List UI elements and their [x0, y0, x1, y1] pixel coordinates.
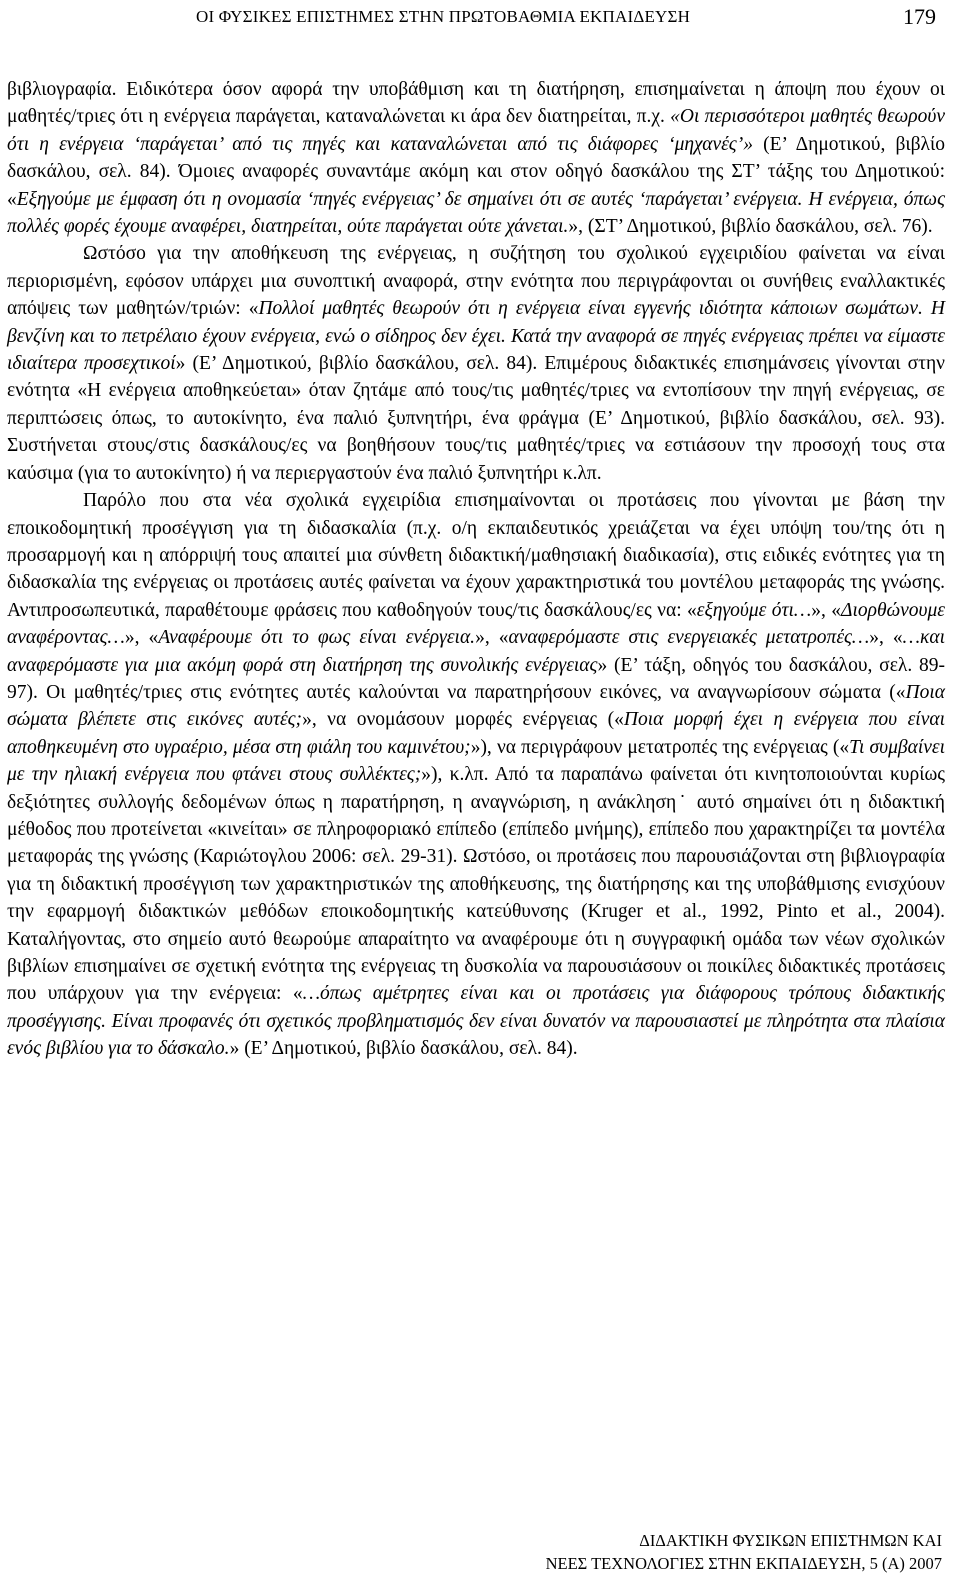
paragraph-text: » (Ε’ τάξη, οδηγός του δασκάλου, σελ. 89-97). Οι μαθητές/τριες στις ενότητες αυτές καλούνται να παρατηρήσουν εικόνες, να αναγνωρίσουν σώματα («	[7, 654, 945, 703]
body-paragraph	[7, 76, 945, 240]
quoted-text: Τι συμβαίνει με την ηλιακή ενέργεια που φτάνει στους συλλέκτες;	[7, 736, 945, 786]
paragraph-text: » (Ε’ Δημοτικού, βιβλίο δασκάλου, σελ. 84).	[229, 1038, 578, 1060]
quoted-text: Ποια μορφή έχει η ενέργεια που είναι αποθηκευμένη στο υγραέριο, μέσα στη φιάλη του καμινέτου;	[7, 709, 946, 758]
quoted-text: Διορθώνουμε αναφέροντας…	[7, 599, 945, 649]
quoted-text: εξηγούμε ότι…	[696, 599, 812, 621]
paragraph-text: », «	[475, 627, 509, 649]
paragraph-text: », (ΣΤ’ Δημοτικού, βιβλίο δασκάλου, σελ. 76).	[568, 216, 933, 238]
paragraph-text: » (Ε’ Δημοτικού, βιβλίο δασκάλου, σελ. 84). Επιμέρους διδακτικές επισημάνσεις γίνονται στην ενότητα «Η ενέργεια αποθηκεύεται» όταν ζητάμε από τους/τις μαθητές/τριες να εντοπίσουν την πηγή ενέργειας, σε περιπτώσεις όπως, το αυτοκίνητο, ένα παλιό ξυπνητήρι, ένα φράγμα (Ε’ Δημοτικού, βιβλίο δασκάλου, σελ. 93). Συστήνεται στους/στις δασκάλους/ες να βοηθήσουν τους/τις μαθητές/τριες να εστιάσουν την προσοχή τους στα καύσιμα (για το αυτοκίνητο) ή να περιεργαστούν ένα παλιό ξυπνητήρι κ.λπ.	[7, 353, 945, 484]
quoted-text: Εξηγούμε με έμφαση ότι η ονομασία ‘πηγές ενέργειας’ δε σημαίνει ότι σε αυτές ‘παράγεται’ ενέργεια. Η ενέργεια, όπως πολλές φορές έχουμε αναφέρει, διατηρείται, ούτε παράγεται ούτε χάνεται.	[7, 188, 945, 238]
body-paragraph	[7, 240, 945, 487]
paragraph-text: Ωστόσο για την αποθήκευση της ενέργειας, η συζήτηση του σχολικού εγχειριδίου φαίνεται να είναι περιορισμένη, εφόσον υπάρχει μια συνοπτική αναφορά, στην ενότητα που περιγράφονται οι συνήθεις εναλλακτικές απόψεις των μαθητών/τριών: «	[7, 243, 945, 320]
paragraph-text: », «	[811, 599, 841, 621]
paragraph-text: Παρόλο που στα νέα σχολικά εγχειρίδια επισημαίνονται οι προτάσεις που γίνονται με βάση την εποικοδομητική προσέγγιση για τη διδασκαλία (π.χ. ο/η εκπαιδευτικός χρειάζεται να έχει υπόψη του/της ότι η προσαρμογή και η απόρριψή τους απαιτεί μια σύνθετη διδακτική/μαθησιακή διαδικασία), στις ειδικές ενότητες για τη διδασκαλία της ενέργειας οι προτάσεις αυτές φαίνεται να έχουν χαρακτηριστικά του μοντέλου μεταφοράς της γνώσης. Αντιπροσωπευτικά, παραθέτουμε φράσεις που καθοδηγούν τους/τις δασκάλους/ες να: «	[7, 490, 945, 621]
paragraph-text: βιβλιογραφία. Ειδικότερα όσον αφορά την υποβάθμιση και τη διατήρηση, επισημαίνεται η άποψη που έχουν οι μαθητές/τριες ότι η ενέργεια παράγεται, καταναλώνεται κι άρα δεν διατηρείται, π.χ.	[7, 79, 945, 128]
body-paragraph	[7, 487, 945, 1063]
running-title: ΟΙ ΦΥΣΙΚΕΣ ΕΠΙΣΤΗΜΕΣ ΣΤΗΝ ΠΡΩΤΟΒΑΘΜΙΑ ΕΚΠΑΙΔΕΥΣΗ	[196, 7, 691, 26]
article-body	[7, 76, 945, 1063]
page-footer	[546, 1529, 942, 1575]
quoted-text: …και αναφερόμαστε για μια ακόμη φορά στη διατήρηση της συνολικής ενέργειας	[7, 627, 946, 676]
quoted-text: …όπως αμέτρητες είναι και οι προτάσεις για διάφορους τρόπους διδακτικής προσέγγισης. Είναι προφανές ότι σχετικός προβληματισμός δεν είναι δυνατόν να παρουσιαστεί με πληρότητα στα πλαίσια ενός βιβλίου για το δάσκαλο.	[7, 983, 945, 1060]
page-number: 179	[903, 4, 936, 29]
quoted-text: Πολλοί μαθητές θεωρούν ότι η ενέργεια είναι εγγενής ιδιότητα κάποιων σωμάτων. Η βενζίνη και το πετρέλαιο έχουν ενέργεια, ενώ ο σίδηρος δεν έχει. Κατά την αναφορά σε πηγές ενέργειας πρέπει να είμαστε ιδιαίτερα προσεχτικοί	[7, 298, 945, 375]
quoted-text: Ποια σώματα βλέπετε στις εικόνες αυτές;	[7, 681, 945, 731]
quoted-text: Αναφέρουμε ότι το φως είναι ενέργεια.	[158, 627, 476, 649]
paragraph-text: », να ονομάσουν μορφές ενέργειας («	[302, 709, 624, 731]
page-header	[0, 4, 960, 34]
journal-title-line-2: ΝΕΕΣ ΤΕΧΝΟΛΟΓΙΕΣ ΣΤΗΝ ΕΚΠΑΙΔΕΥΣΗ, 5 (Α) 2007	[545, 1554, 942, 1573]
paragraph-text: (Ε’ Δημοτικού, βιβλίο δασκάλου, σελ. 84). Όμοιες αναφορές συναντάμε ακόμη και στον οδηγό δασκάλου της ΣΤ’ τάξης του Δημοτικού: «	[7, 133, 945, 210]
paragraph-text: »), να περιγράφουν μετατροπές της ενέργειας («	[470, 736, 850, 758]
journal-title-line-1: ΔΙΔΑΚΤΙΚΗ ΦΥΣΙΚΩΝ ΕΠΙΣΤΗΜΩΝ ΚΑΙ	[639, 1531, 942, 1550]
paragraph-text: »), κ.λπ. Από τα παραπάνω φαίνεται ότι κινητοποιούνται κυρίως δεξιότητες συλλογής δεδομένων όπως η παρατήρηση, η αναγνώριση, η ανάκληση˙ αυτό σημαίνει ότι η διδακτική μέθοδος που προτείνεται «κινείται» σε πληροφοριακό επίπεδο (επίπεδο μνήμης), επίπεδο που χαρακτηρίζει τα μοντέλα μεταφοράς της γνώσης (Καριώτογλου 2006: σελ. 29-31). Ωστόσο, οι προτάσεις που παρουσιάζονται στη βιβλιογραφία για τη διδακτική προσέγγιση των χαρακτηριστικών της αποθήκευσης, της διατήρησης και της υποβάθμισης ενισχύουν την εφαρμογή διδακτικών μεθόδων εποικοδομητικής κατεύθυνσης (Kruger et al., 1992, Pinto et al., 2004). Καταλήγοντας, στο σημείο αυτό θεωρούμε απαραίτητο να αναφέρουμε ότι η συγγραφική ομάδα των νέων σχολικών βιβλίων επισημαίνει σε σχετική ενότητα της ενέργειας τη δυσκολία να παρουσιάσουν οι ποικίλες διδακτικές προτάσεις που υπάρχουν για την ενέργεια: «	[7, 764, 945, 1005]
quoted-text: «Οι περισσότεροι μαθητές θεωρούν ότι η ενέργεια ‘παράγεται’ από τις πηγές και καταναλώνεται από τις διάφορες ‘μηχανές’»	[7, 106, 945, 155]
paragraph-text: », «	[869, 627, 903, 649]
quoted-text: αναφερόμαστε στις ενεργειακές μετατροπές…	[508, 627, 870, 649]
paragraph-text: », «	[124, 627, 159, 649]
